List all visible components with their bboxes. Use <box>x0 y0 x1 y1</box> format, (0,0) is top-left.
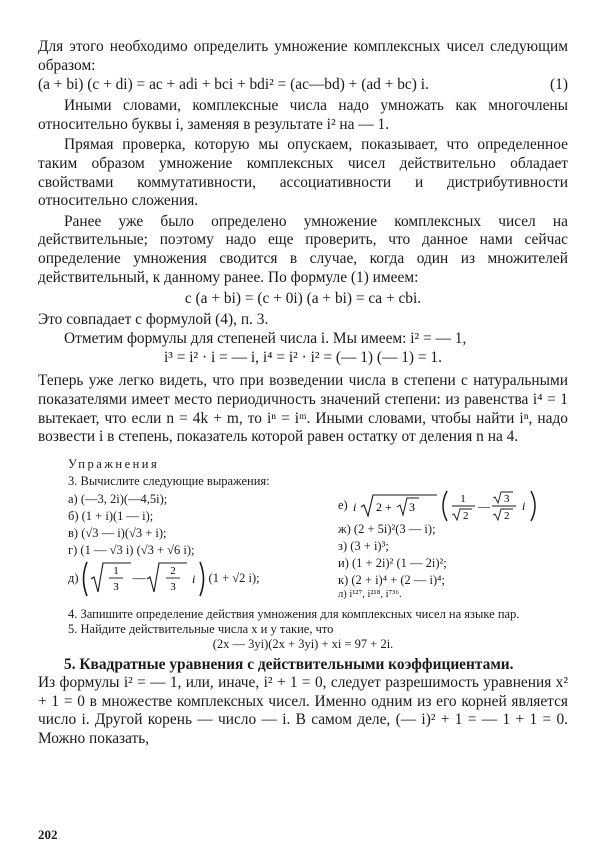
paragraph-4: Ранее уже было определено умножение комплексных чисел на действительные; поэтому надо еще проверить, что данное нами сейчас определение умножения сводится в случае, когда один из множителей действительный, к данному ранее. По формуле (1) имеем: <box>38 212 568 286</box>
exercise-3l: л) i¹²⁷, i²¹⁸, i⁷³⁶. <box>338 588 402 600</box>
svg-text:2: 2 <box>503 509 510 522</box>
section-5-heading: 5. Квадратные уравнения с действительными коэффициентами. <box>64 655 514 673</box>
svg-text:i: i <box>521 498 526 513</box>
svg-text:3: 3 <box>503 492 510 505</box>
svg-text:i: i <box>191 571 195 586</box>
exercise-3a: а) (—3, 2i)(—4,5i); <box>68 491 168 506</box>
svg-text:3: 3 <box>408 499 415 514</box>
exercise-3c: в) (√3 — i)(√3 + i); <box>68 525 167 540</box>
equation-2: c (a + bi) = (c + 0i) (a + bi) = ca + cbi. <box>184 290 422 308</box>
exercise-3e <box>68 559 338 599</box>
exercise-5: 5. Найдите действительные числа x и y такие, что <box>68 621 334 636</box>
svg-text:1: 1 <box>460 492 466 505</box>
exercise-3d: г) (1 — √3 i) (√3 + √6 i); <box>68 542 195 557</box>
exercise-3f <box>338 491 568 521</box>
exercise-3h: з) (3 + i)³; <box>338 538 389 553</box>
exercise-column-right <box>338 491 568 601</box>
exercise-3e-formula <box>79 559 209 599</box>
exercise-column-left <box>68 491 338 601</box>
paragraph-7: Теперь уже легко видеть, что при возведении числа в степени с натуральными показателями имеет место периодичность значений степени: из равенства i⁴ = 1 вытекает, что если n = 4k + m, то iⁿ = iᵐ. Иными словами, чтобы найти iⁿ, надо возвести i в степень, показатель которой равен остатку от деления n на 4. <box>38 372 568 446</box>
exercises-title: Упражнения <box>68 456 160 471</box>
page-content <box>38 38 568 749</box>
svg-text:i: i <box>352 499 357 514</box>
equation-1 <box>38 75 568 95</box>
equation-3: i³ = i² · i = — i, i⁴ = i² · i² = (— 1) (— 1) = 1. <box>164 349 442 367</box>
paragraph-intro: Для этого необходимо определить умножение комплексных чисел следующим образом: <box>38 38 568 74</box>
svg-text:2 +: 2 + <box>375 499 392 514</box>
exercise-3b: б) (1 + i)(1 — i); <box>68 508 154 523</box>
paragraph-8: Из формулы i² = — 1, или, иначе, i² + 1 = 0, следует разрешимость уравнения x² + 1 = 0 в множестве комплексных чисел. Именно одним из его корней является число i. Другой корень — число — i. В самом деле, (— i)² + 1 = — 1 + 1 = 0. Можно показать, <box>38 674 568 748</box>
svg-text:2: 2 <box>462 509 469 522</box>
paragraph-5: Это совпадает с формулой (4), п. 3. <box>38 311 269 329</box>
exercise-3g: ж) (2 + 5i)²(3 — i); <box>338 521 436 536</box>
page-number: 202 <box>38 827 58 842</box>
exercise-3-items <box>68 491 568 601</box>
svg-text:—: — <box>132 569 146 585</box>
exercise-5-equation: (2x — 3yi)(2x + 3yi) + xi = 97 + 2i. <box>212 636 394 651</box>
exercise-3i: и) (1 + 2i)² (1 — 2i)²; <box>338 555 447 570</box>
svg-text:1: 1 <box>112 564 119 577</box>
svg-text:3: 3 <box>112 580 119 593</box>
paragraph-6: Отметим формулы для степеней числа i. Мы имеем: i² = — 1, <box>64 329 467 347</box>
exercise-3f-label: е) <box>338 498 348 513</box>
svg-text:—: — <box>477 498 490 513</box>
exercise-3e-label: д) <box>68 571 79 586</box>
exercise-3-prompt: 3. Вычислите следующие выражения: <box>68 473 270 488</box>
svg-text:2: 2 <box>169 564 176 577</box>
exercise-4: 4. Запишите определение действия умножения для комплексных чисел на языке пар. <box>68 606 520 621</box>
exercise-3f-formula <box>351 489 541 523</box>
paragraph-3: Прямая проверка, которую мы опускаем, показывает, что определенное таким образом умножение комплексных чисел действительно обладает свойствами коммутативности, ассоциативности и дистрибутивности относительно сложения. <box>38 136 568 210</box>
equation-1-body: (a + bi) (c + di) = ac + adi + bci + bdi² = (ac—bd) + (ad + bc) i. <box>38 76 429 94</box>
equation-1-number: (1) <box>550 76 568 94</box>
exercise-3k: к) (2 + i)⁴ + (2 — i)⁴; <box>338 572 445 587</box>
svg-text:3: 3 <box>169 580 176 593</box>
paragraph-2: Иными словами, комплексные числа надо умножать как многочлены относительно буквы i, заменяя в результате i² на — 1. <box>38 97 568 133</box>
exercise-3e-tail: (1 + √2 i); <box>208 571 260 586</box>
